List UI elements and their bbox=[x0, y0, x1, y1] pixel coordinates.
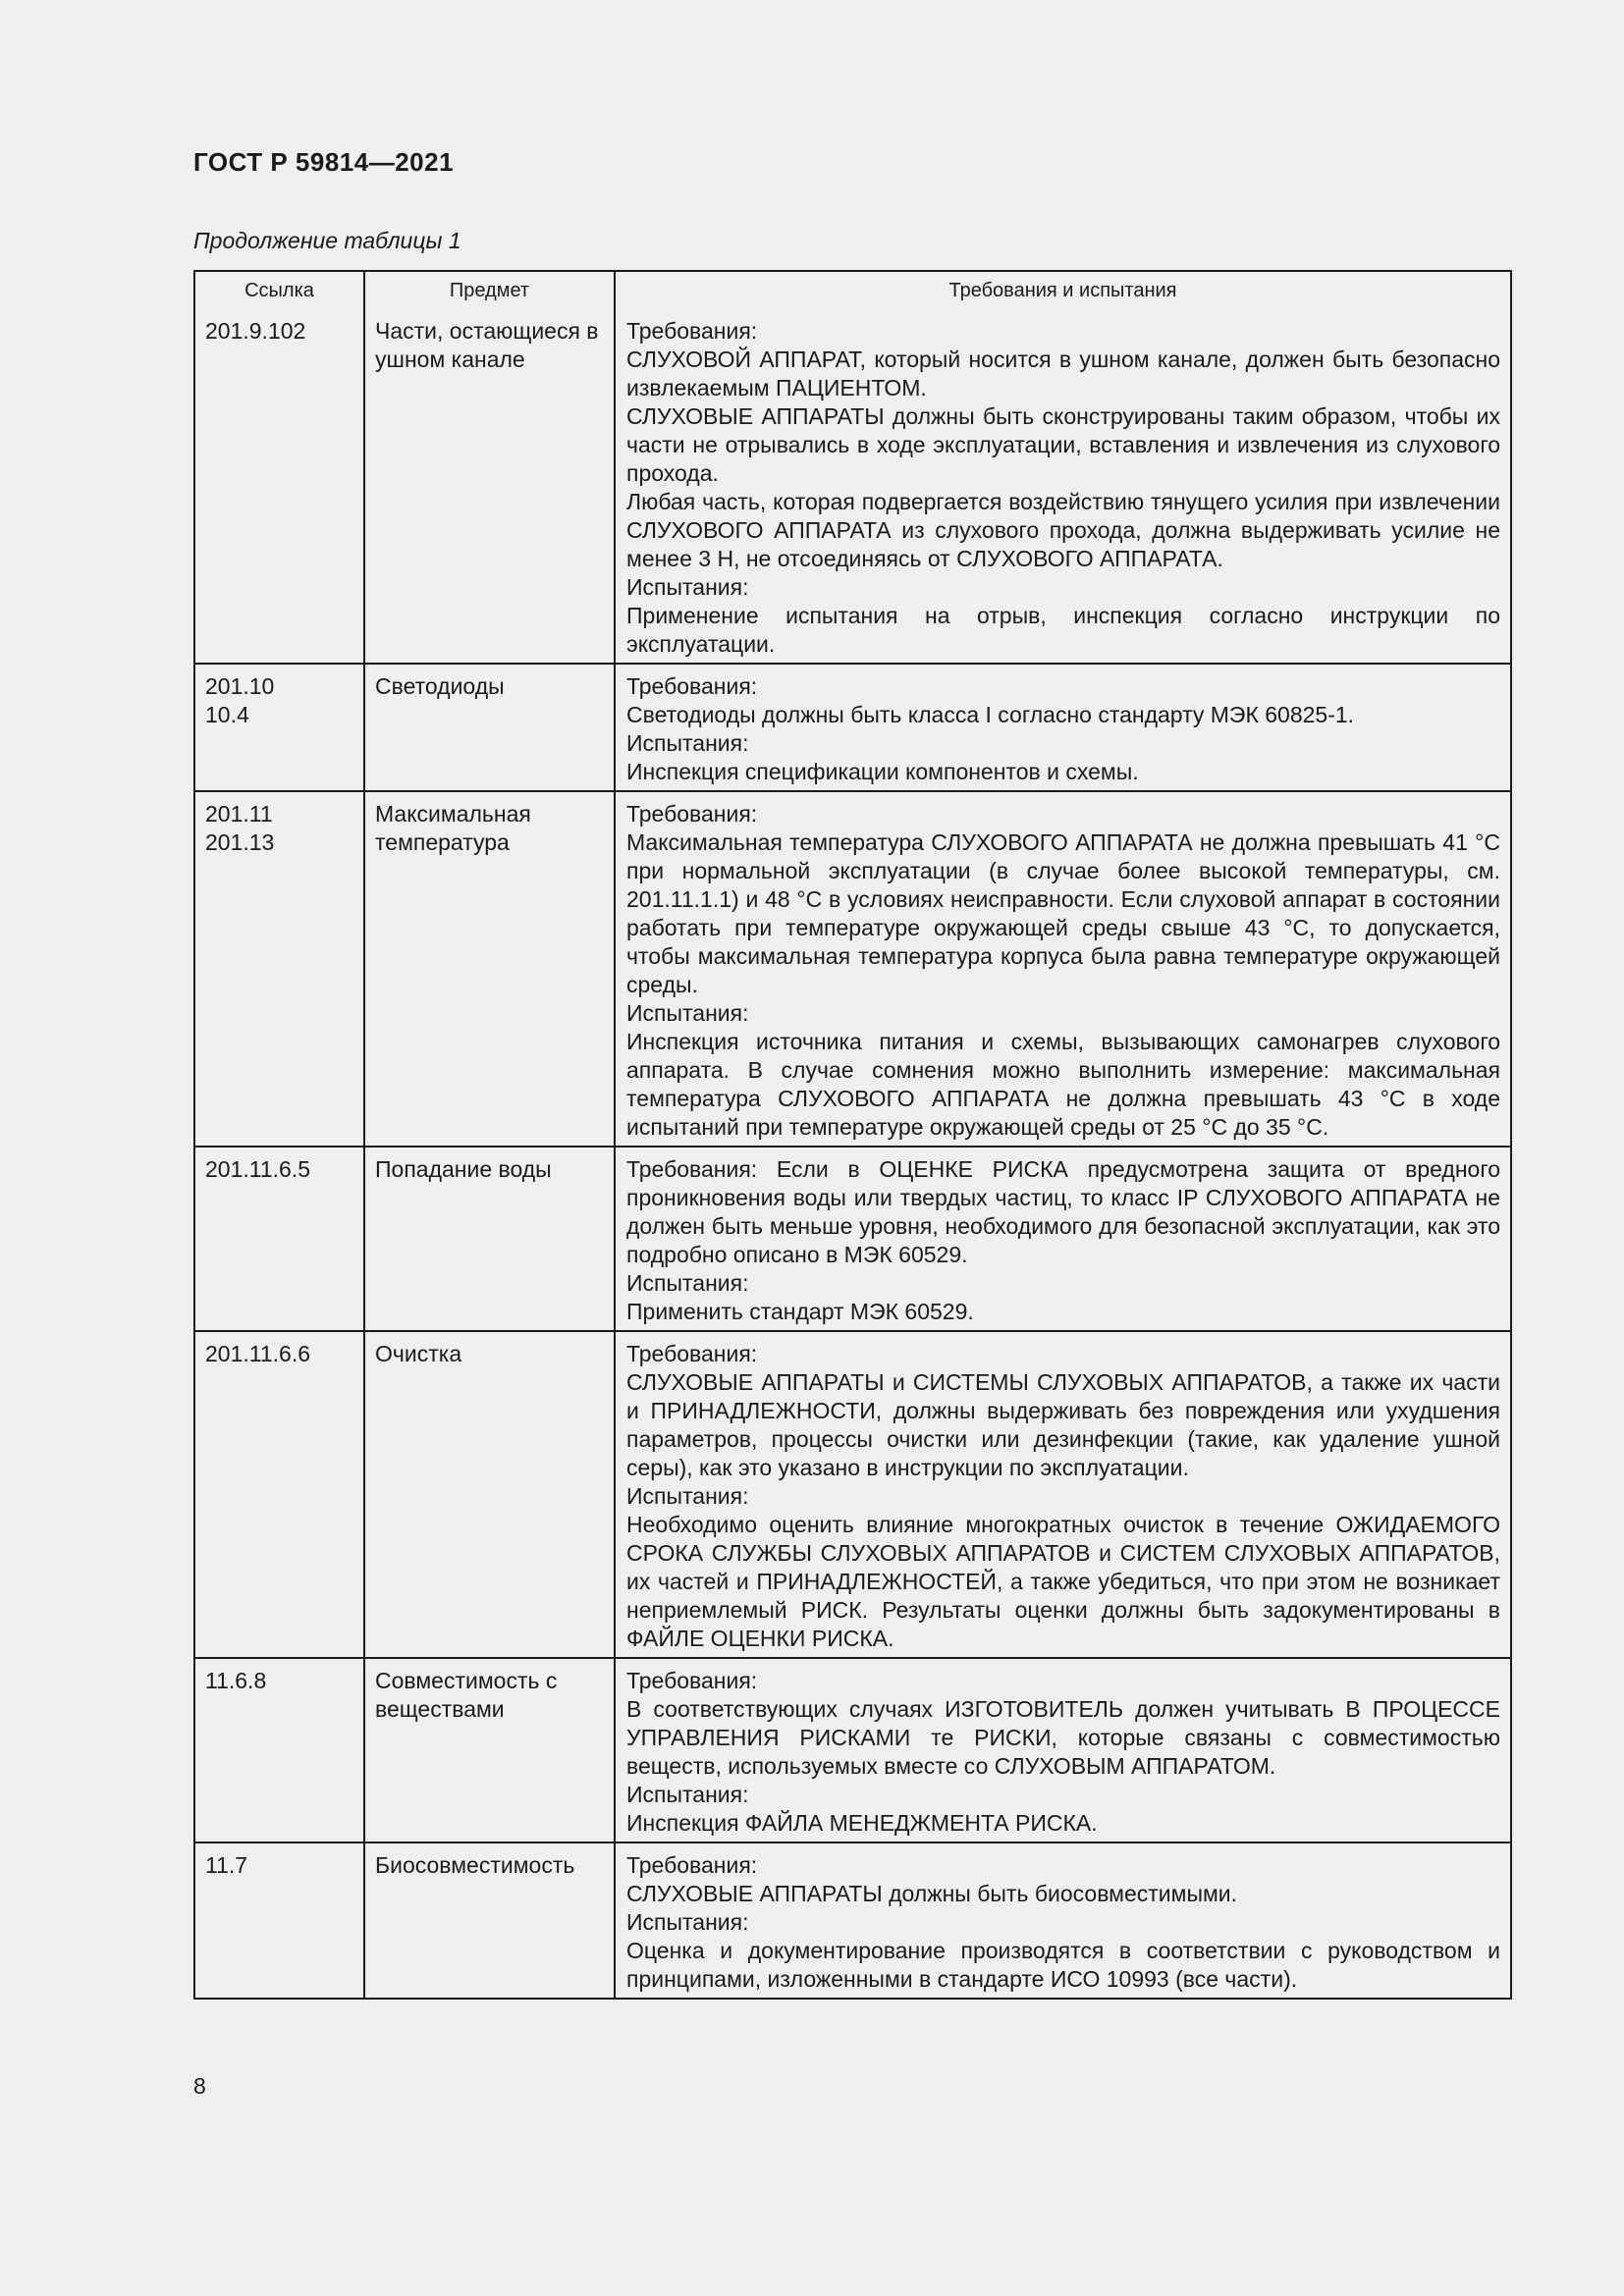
subject-cell: Биосовместимость bbox=[365, 1843, 616, 1998]
requirement-paragraph: Требования: bbox=[626, 1668, 758, 1693]
subject-cell: Очистка bbox=[365, 1332, 616, 1657]
requirements-table bbox=[193, 270, 1512, 2000]
ref-code: 201.11 bbox=[205, 801, 273, 827]
table-caption: Продолжение таблицы 1 bbox=[193, 228, 461, 253]
requirements-cell bbox=[616, 1332, 1510, 1657]
requirement-paragraph: СЛУХОВЫЕ АППАРАТЫ и СИСТЕМЫ СЛУХОВЫХ АППАРАТОВ, а также их части и ПРИНАДЛЕЖНОСТИ, должны выдерживать без повреждения или ухудшения параметров, процессы очистки или дезинфекции (такие, как удаление ушной серы), как это указано в инструкции по эксплуатации. bbox=[626, 1369, 1500, 1480]
ref-cell bbox=[195, 1659, 365, 1842]
subject-cell: Попадание воды bbox=[365, 1148, 616, 1330]
ref-code: 201.11.6.6 bbox=[205, 1341, 311, 1366]
requirement-paragraph: Испытания: bbox=[626, 574, 749, 600]
requirement-paragraph: Применение испытания на отрыв, инспекция согласно инструкции по эксплуатации. bbox=[626, 603, 1500, 657]
table-body bbox=[195, 309, 1510, 1998]
ref-code: 11.7 bbox=[205, 1852, 248, 1878]
subject-cell: Светодиоды bbox=[365, 665, 616, 790]
requirements-cell bbox=[616, 665, 1510, 790]
subject-cell: Совместимость с веществами bbox=[365, 1659, 616, 1842]
ref-cell bbox=[195, 1148, 365, 1330]
ref-code: 201.10 bbox=[205, 673, 275, 699]
requirement-paragraph: Максимальная температура СЛУХОВОГО АППАРАТА не должна превышать 41 °C при нормальной эксплуатации (в случае более высокой температуры, см. 201.11.1.1) и 48 °C в условиях неисправности. Если слуховой аппарат в состоянии работать при температуре окружающей среды свыше 43 °C, то допускается, чтобы максимальная температура корпуса была равна температуре окружающей среды. bbox=[626, 829, 1500, 997]
requirement-paragraph: Оценка и документирование производятся в соответствии с руководством и принципами, изложенными в стандарте ИСО 10993 (все части). bbox=[626, 1938, 1500, 1992]
requirement-paragraph: СЛУХОВЫЕ АППАРАТЫ должны быть биосовместимыми. bbox=[626, 1881, 1238, 1906]
header-requirements: Требования и испытания bbox=[948, 280, 1177, 301]
table-row bbox=[195, 1146, 1510, 1330]
document-code: ГОСТ Р 59814—2021 bbox=[193, 147, 455, 177]
requirement-paragraph: Светодиоды должны быть класса I согласно стандарту МЭК 60825-1. bbox=[626, 702, 1355, 727]
requirement-paragraph: Испытания: bbox=[626, 730, 749, 756]
requirement-paragraph: Испытания: bbox=[626, 1909, 749, 1935]
header-ref: Ссылка bbox=[195, 272, 365, 309]
ref-code: 10.4 bbox=[205, 702, 249, 727]
requirements-cell bbox=[616, 1148, 1510, 1330]
requirement-paragraph: В соответствующих случаях ИЗГОТОВИТЕЛЬ должен учитывать В ПРОЦЕССЕ УПРАВЛЕНИЯ РИСКАМИ те РИСКИ, которые связаны с совместимостью веществ, используемых вместе со СЛУХОВЫМ АППАРАТОМ. bbox=[626, 1696, 1500, 1779]
requirement-paragraph: СЛУХОВОЙ АППАРАТ, который носится в ушном канале, должен быть безопасно извлекаемым ПАЦИЕНТОМ. bbox=[626, 347, 1500, 400]
requirement-paragraph: Требования: bbox=[626, 1341, 758, 1366]
table-row bbox=[195, 1842, 1510, 1998]
requirement-paragraph: Испытания: bbox=[626, 1782, 749, 1807]
requirement-paragraph: Испытания: bbox=[626, 1483, 749, 1509]
requirement-paragraph: Инспекция ФАЙЛА МЕНЕДЖМЕНТА РИСКА. bbox=[626, 1810, 1098, 1836]
requirement-paragraph: Требования: bbox=[626, 673, 758, 699]
ref-cell bbox=[195, 792, 365, 1146]
requirements-cell bbox=[616, 1659, 1510, 1842]
table-row bbox=[195, 1657, 1510, 1842]
ref-code: 201.11.6.5 bbox=[205, 1156, 311, 1182]
requirement-paragraph: Требования: Если в ОЦЕНКЕ РИСКА предусмотрена защита от вредного проникновения воды или твердых частиц, то класс IP СЛУХОВОГО АППАРАТА не должен быть меньше уровня, необходимого для безопасной эксплуатации, как это подробно описано в МЭК 60529. bbox=[626, 1156, 1500, 1267]
requirement-paragraph: Необходимо оценить влияние многократных очисток в течение ОЖИДАЕМОГО СРОКА СЛУЖБЫ СЛУХОВЫХ АППАРАТОВ и СИСТЕМ СЛУХОВЫХ АППАРАТОВ, их частей и ПРИНАДЛЕЖНОСТЕЙ, а также убедиться, что при этом не возникает неприемлемый РИСК. Результаты оценки должны быть задокументированы в ФАЙЛЕ ОЦЕНКИ РИСКА. bbox=[626, 1512, 1500, 1651]
requirements-cell bbox=[616, 792, 1510, 1146]
ref-code: 201.13 bbox=[205, 829, 275, 855]
page-number: 8 bbox=[193, 2073, 206, 2099]
ref-code: 201.9.102 bbox=[205, 318, 306, 344]
requirement-paragraph: Применить стандарт МЭК 60529. bbox=[626, 1299, 974, 1324]
table-row bbox=[195, 790, 1510, 1146]
ref-cell bbox=[195, 665, 365, 790]
requirement-paragraph: Испытания: bbox=[626, 1270, 749, 1296]
table-row bbox=[195, 309, 1510, 663]
header-subject: Предмет bbox=[365, 272, 616, 309]
requirement-paragraph: Инспекция источника питания и схемы, вызывающих самонагрев слухового аппарата. В случае сомнения можно выполнить измерение: максимальная температура СЛУХОВОГО АППАРАТА не должна превышать 43 °C в ходе испытаний при температуре окружающей среды от 25 °C до 35 °C. bbox=[626, 1029, 1500, 1140]
requirement-paragraph: Испытания: bbox=[626, 1000, 749, 1026]
requirement-paragraph: Инспекция спецификации компонентов и схемы. bbox=[626, 759, 1139, 784]
ref-cell bbox=[195, 1843, 365, 1998]
table-header-row bbox=[195, 272, 1510, 309]
ref-cell bbox=[195, 1332, 365, 1657]
requirement-paragraph: СЛУХОВЫЕ АППАРАТЫ должны быть сконструированы таким образом, чтобы их части не отрывались в ходе эксплуатации, вставления и извлечения из слухового прохода. bbox=[626, 403, 1500, 486]
requirements-cell bbox=[616, 309, 1510, 663]
requirement-paragraph: Требования: bbox=[626, 1852, 758, 1878]
requirement-paragraph: Требования: bbox=[626, 318, 758, 344]
ref-code: 11.6.8 bbox=[205, 1668, 267, 1693]
requirements-cell bbox=[616, 1843, 1510, 1998]
table-row bbox=[195, 663, 1510, 790]
subject-cell: Части, остающиеся в ушном канале bbox=[365, 309, 616, 663]
requirement-paragraph: Требования: bbox=[626, 801, 758, 827]
subject-cell: Максимальная температура bbox=[365, 792, 616, 1146]
table-row bbox=[195, 1330, 1510, 1657]
requirement-paragraph: Любая часть, которая подвергается воздействию тянущего усилия при извлечении СЛУХОВОГО АППАРАТА из слухового прохода, должна выдерживать усилие не менее 3 Н, не отсоединяясь от СЛУХОВОГО АППАРАТА. bbox=[626, 489, 1500, 571]
ref-cell bbox=[195, 309, 365, 663]
